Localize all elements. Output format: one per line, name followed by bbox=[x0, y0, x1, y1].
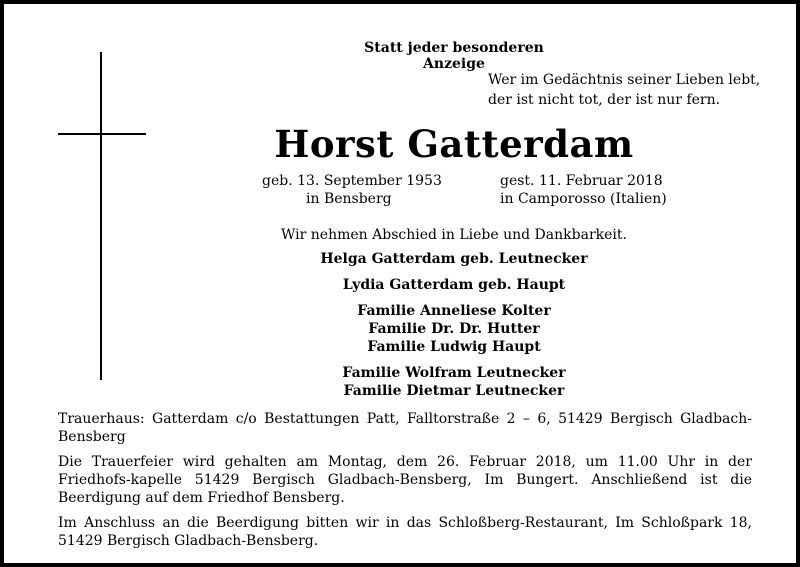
mourning-house: Trauerhaus: Gatterdam c/o Bestattungen Patt, Falltorstraße 2 – 6, 51429 Bergisch Gladbach-Bensberg bbox=[58, 411, 752, 445]
mourner-group bbox=[204, 364, 704, 400]
mourner-name: Familie Dr. Dr. Hutter bbox=[368, 321, 540, 337]
birth-info bbox=[262, 172, 462, 208]
death-place: in Camporosso (Italien) bbox=[500, 191, 667, 207]
quote-line: der ist nicht tot, der ist nur fern. bbox=[488, 92, 721, 108]
mourner-group bbox=[204, 250, 704, 268]
birth-place: in Bensberg bbox=[306, 191, 392, 207]
mourner-group bbox=[204, 302, 704, 356]
death-date: gest. 11. Februar 2018 bbox=[500, 173, 663, 189]
notice-headline: Statt jeder besonderen Anzeige bbox=[364, 40, 544, 72]
mourners-list bbox=[204, 250, 704, 408]
deceased-name: Horst Gatterdam bbox=[274, 122, 634, 166]
mourner-name: Familie Dietmar Leutnecker bbox=[343, 383, 565, 399]
death-info bbox=[500, 172, 700, 208]
mourner-name: Helga Gatterdam geb. Leutnecker bbox=[320, 251, 588, 267]
service-details bbox=[58, 410, 752, 557]
birth-date: geb. 13. September 1953 bbox=[262, 173, 442, 189]
cross-icon bbox=[100, 52, 102, 380]
quote-line: Wer im Gedächtnis seiner Lieben lebt, bbox=[488, 72, 761, 88]
reception-info: Im Anschluss an die Beerdigung bitten wir in das Schloßberg-Restaurant, Im Schloßpark 18, 51429 Bergisch Gladbach-Bensberg. bbox=[58, 515, 752, 549]
cross-icon-bar bbox=[58, 133, 146, 135]
mourner-group bbox=[204, 276, 704, 294]
mourner-name: Lydia Gatterdam geb. Haupt bbox=[342, 277, 566, 293]
mourner-name: Familie Ludwig Haupt bbox=[367, 339, 541, 355]
mourner-name: Familie Anneliese Kolter bbox=[357, 303, 551, 319]
funeral-service: Die Trauerfeier wird gehalten am Montag, dem 26. Februar 2018, um 11.00 Uhr in der Friedhofs-kapelle 51429 Bergisch Gladbach-Bensberg, Im Bungert. Anschließend ist die Beerdigung auf dem Friedhof Bensberg. bbox=[58, 454, 752, 506]
farewell-line: Wir nehmen Abschied in Liebe und Dankbarkeit. bbox=[281, 227, 627, 243]
memorial-quote bbox=[488, 70, 788, 110]
mourner-name: Familie Wolfram Leutnecker bbox=[342, 365, 566, 381]
